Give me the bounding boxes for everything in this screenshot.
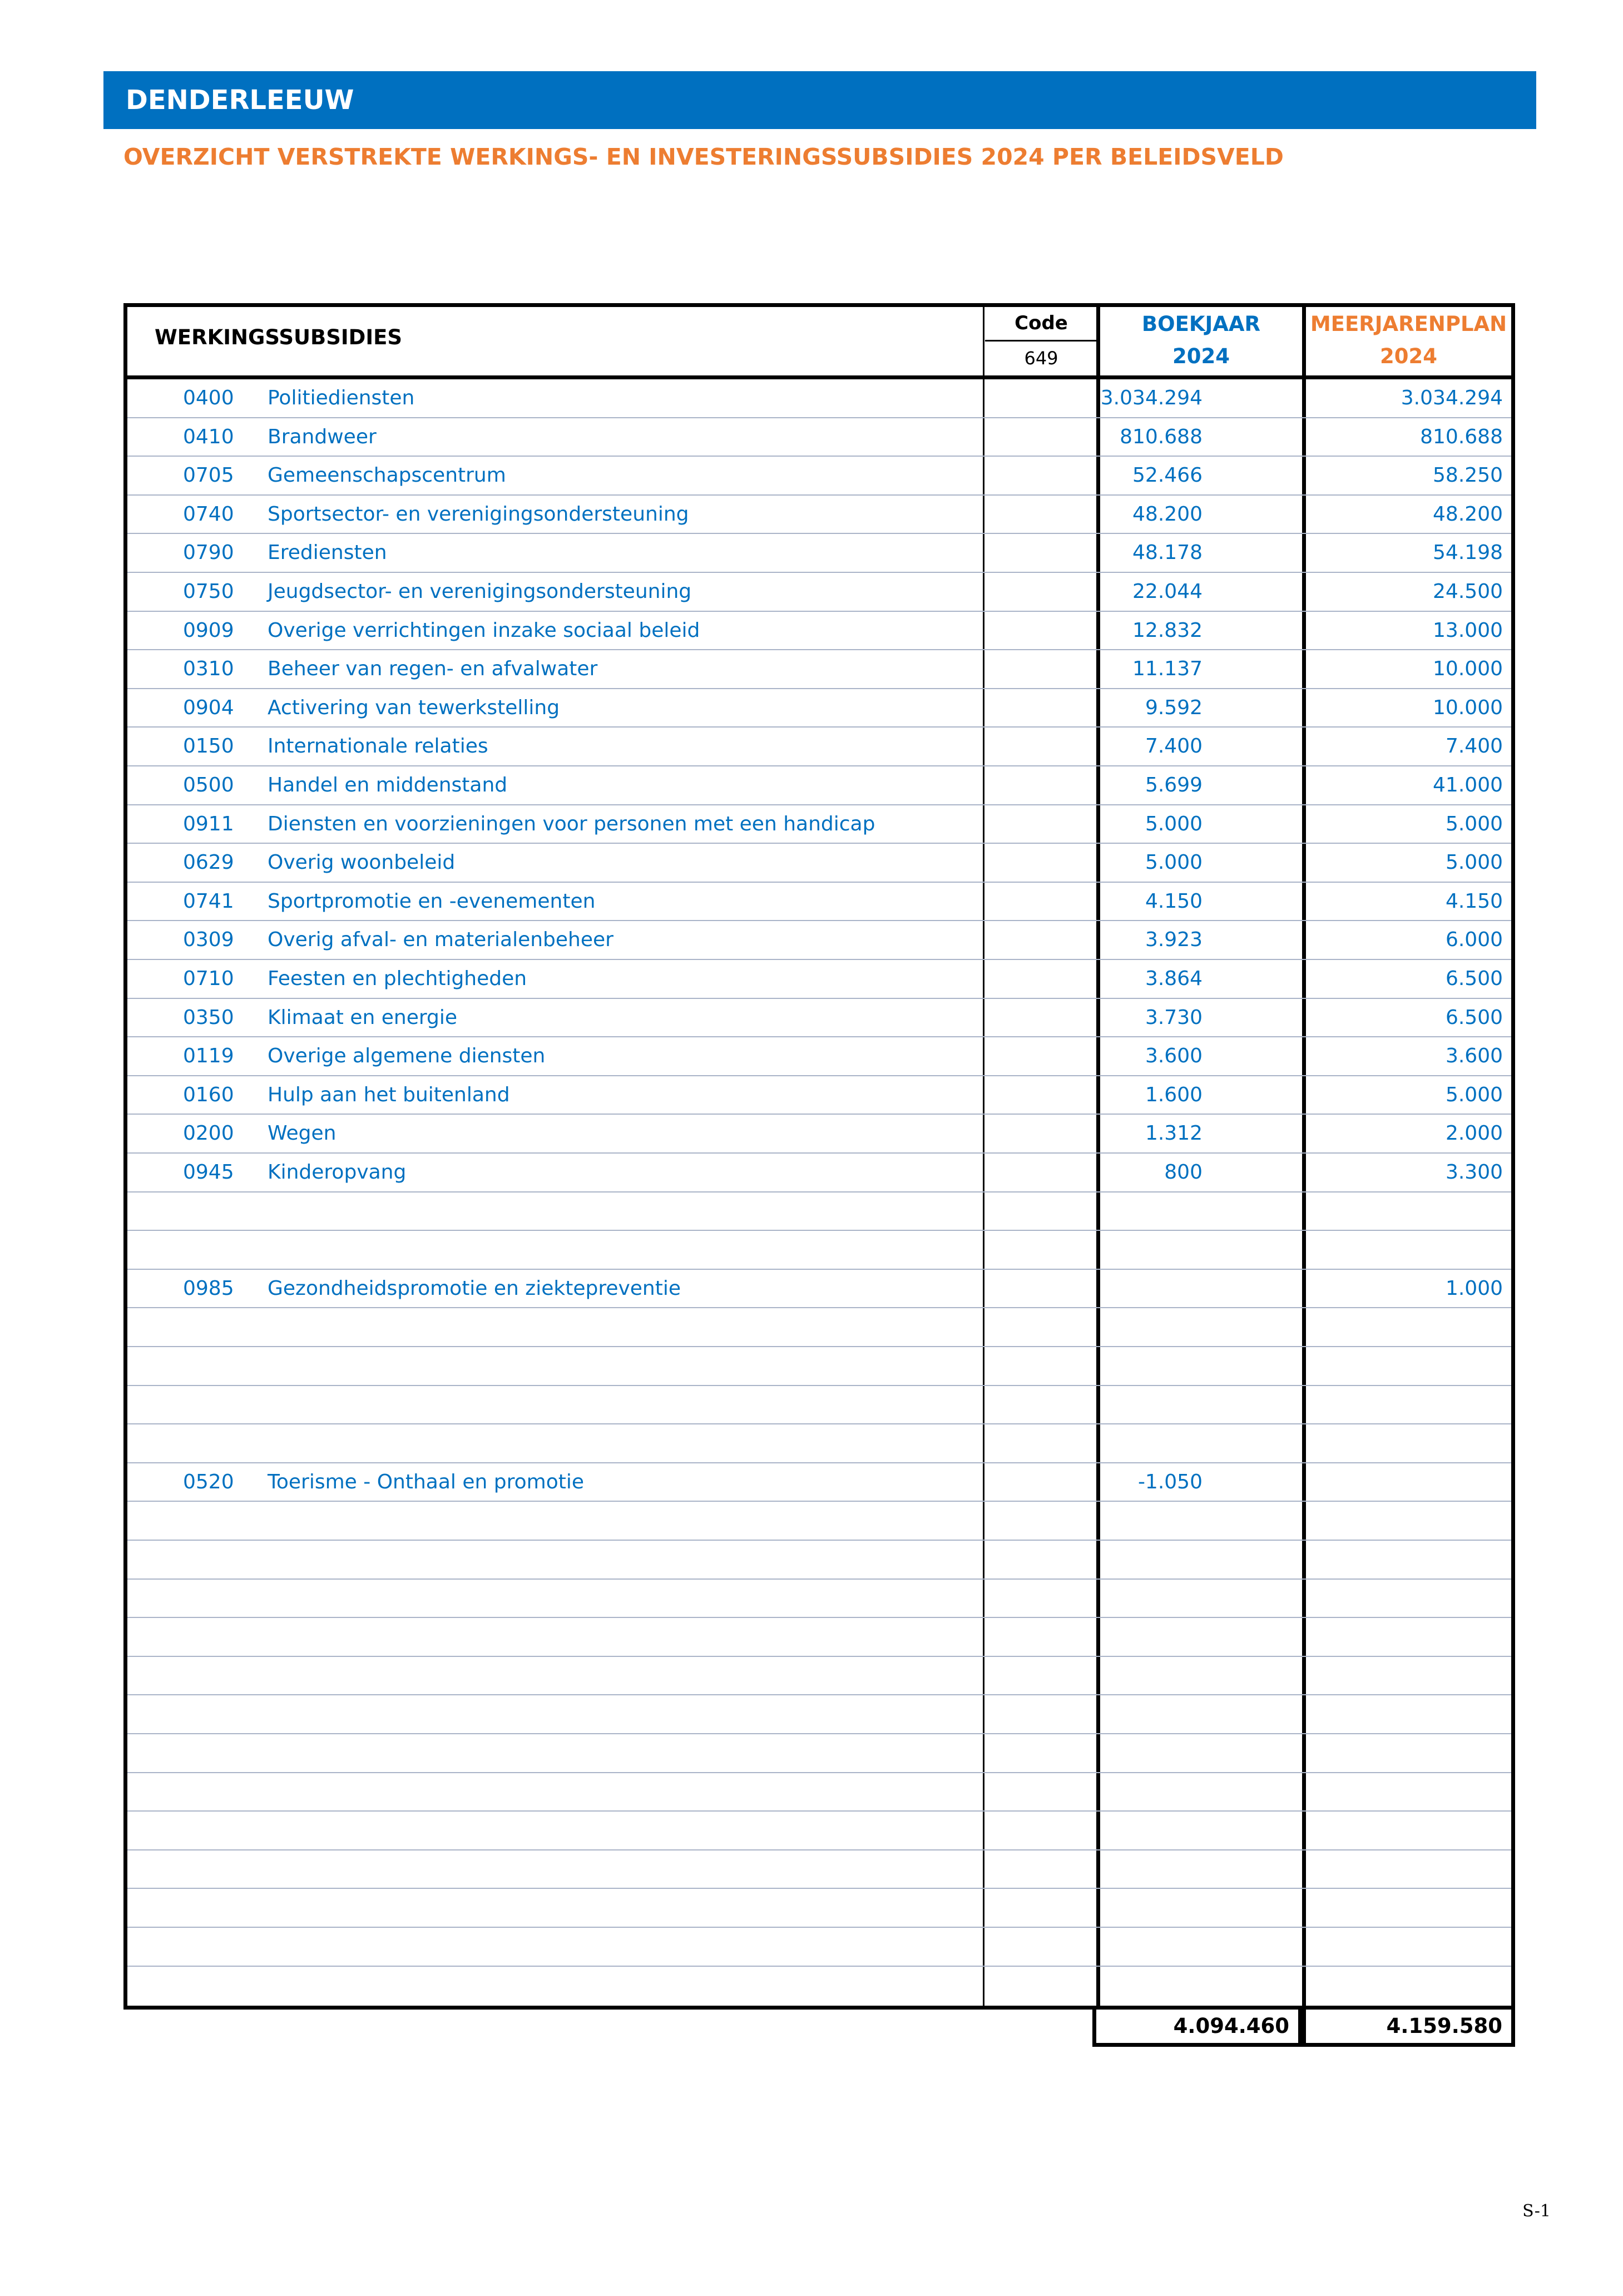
table-row xyxy=(127,1192,1511,1231)
table-row xyxy=(127,1773,1511,1812)
row-meerjarenplan: 24.500 xyxy=(1433,580,1503,603)
row-label: Activering van tewerkstelling xyxy=(268,696,560,719)
table-row xyxy=(127,689,1511,728)
row-code: 0705 xyxy=(183,464,234,487)
table-row xyxy=(127,921,1511,960)
section-label: WERKINGSSUBSIDIES xyxy=(155,325,403,349)
table-row xyxy=(127,1967,1511,2006)
row-label: Toerisme - Onthaal en promotie xyxy=(268,1470,585,1493)
row-label: Diensten en voorzieningen voor personen met een handicap xyxy=(268,812,875,835)
code-column-header: Code xyxy=(1015,312,1068,334)
row-meerjarenplan: 54.198 xyxy=(1433,541,1503,565)
table-row xyxy=(127,379,1511,418)
row-meerjarenplan: 48.200 xyxy=(1433,502,1503,526)
row-meerjarenplan: 41.000 xyxy=(1433,774,1503,796)
table-row xyxy=(127,1076,1511,1115)
row-code: 0740 xyxy=(183,502,234,526)
row-label: Gezondheidspromotie en ziektepreventie xyxy=(268,1276,681,1300)
table-row xyxy=(127,766,1511,805)
row-label: Sportsector- en verenigingsondersteuning xyxy=(268,502,689,526)
row-meerjarenplan: 3.600 xyxy=(1445,1045,1503,1068)
table-row xyxy=(127,1889,1511,1928)
table-row xyxy=(127,1386,1511,1425)
row-meerjarenplan: 10.000 xyxy=(1433,696,1503,719)
row-meerjarenplan: 5.000 xyxy=(1445,851,1503,874)
row-label: Gemeenschapscentrum xyxy=(268,464,506,487)
row-code: 0945 xyxy=(183,1161,234,1184)
code-header-divider xyxy=(985,340,1097,342)
row-label: Feesten en plechtigheden xyxy=(268,967,527,990)
row-code: 0710 xyxy=(183,967,234,990)
table-row xyxy=(127,573,1511,612)
row-boekjaar: 12.832 xyxy=(1132,618,1203,642)
table-row xyxy=(127,1154,1511,1192)
row-meerjarenplan: 6.000 xyxy=(1445,928,1503,952)
row-code: 0310 xyxy=(183,657,234,681)
row-label: Handel en middenstand xyxy=(268,774,508,796)
row-meerjarenplan: 13.000 xyxy=(1433,618,1503,642)
table-row xyxy=(127,1502,1511,1541)
row-code: 0909 xyxy=(183,618,234,642)
row-boekjaar: 3.730 xyxy=(1145,1006,1203,1029)
row-boekjaar: 5.000 xyxy=(1145,851,1203,874)
table-row xyxy=(127,457,1511,496)
table-row xyxy=(127,1618,1511,1657)
row-code: 0500 xyxy=(183,774,234,796)
row-label: Jeugdsector- en verenigingsondersteuning xyxy=(268,580,692,603)
meerjarenplan-header xyxy=(1306,308,1511,373)
table-row xyxy=(127,1115,1511,1154)
table-row xyxy=(127,1580,1511,1619)
row-meerjarenplan: 5.000 xyxy=(1445,812,1503,835)
row-label: Internationale relaties xyxy=(268,735,488,758)
table-row xyxy=(127,612,1511,651)
row-label: Overig woonbeleid xyxy=(268,851,456,874)
row-boekjaar: 1.600 xyxy=(1145,1083,1203,1106)
table-row xyxy=(127,496,1511,535)
code-value: 649 xyxy=(1024,348,1058,369)
row-meerjarenplan: 810.688 xyxy=(1420,425,1503,448)
table-row xyxy=(127,1657,1511,1696)
table-row xyxy=(127,1463,1511,1502)
row-label: Wegen xyxy=(268,1122,337,1145)
meerjarenplan-year: 2024 xyxy=(1380,344,1437,368)
row-label: Overig afval- en materialenbeheer xyxy=(268,928,613,952)
row-meerjarenplan: 7.400 xyxy=(1445,735,1503,758)
row-meerjarenplan: 58.250 xyxy=(1433,464,1503,487)
row-boekjaar: 7.400 xyxy=(1145,735,1203,758)
table-row xyxy=(127,650,1511,689)
row-label: Klimaat en energie xyxy=(268,1006,458,1029)
table-row xyxy=(127,534,1511,573)
table-row xyxy=(127,1270,1511,1309)
table-row xyxy=(127,418,1511,457)
row-boekjaar: 5.699 xyxy=(1145,774,1203,796)
table-row xyxy=(127,960,1511,999)
table-row xyxy=(127,1812,1511,1850)
row-boekjaar: 3.923 xyxy=(1145,928,1203,952)
row-meerjarenplan: 6.500 xyxy=(1445,1006,1503,1029)
row-code: 0750 xyxy=(183,580,234,603)
row-label: Politiediensten xyxy=(268,387,415,409)
header-separator xyxy=(123,375,1515,379)
table-row xyxy=(127,805,1511,844)
total-meerjarenplan: 4.159.580 xyxy=(1302,2010,1515,2047)
row-boekjaar: 800 xyxy=(1164,1161,1203,1184)
row-boekjaar: 22.044 xyxy=(1132,580,1203,603)
row-boekjaar: 48.200 xyxy=(1132,502,1203,526)
row-boekjaar: 3.034.294 xyxy=(1100,387,1203,409)
row-code: 0904 xyxy=(183,696,234,719)
row-meerjarenplan: 1.000 xyxy=(1445,1276,1503,1300)
boekjaar-year: 2024 xyxy=(1172,344,1230,368)
row-code: 0309 xyxy=(183,928,234,952)
row-boekjaar: 11.137 xyxy=(1132,657,1203,681)
table-row xyxy=(127,1695,1511,1734)
report-title: OVERZICHT VERSTREKTE WERKINGS- EN INVESTERINGSSUBSIDIES 2024 PER BELEIDSVELD xyxy=(123,144,1284,170)
row-label: Sportpromotie en -evenementen xyxy=(268,889,596,913)
total-boekjaar: 4.094.460 xyxy=(1092,2010,1302,2047)
row-meerjarenplan: 6.500 xyxy=(1445,967,1503,990)
row-code: 0350 xyxy=(183,1006,234,1029)
row-label: Overige verrichtingen inzake sociaal beleid xyxy=(268,618,700,642)
table-row xyxy=(127,1734,1511,1773)
table-row xyxy=(127,728,1511,766)
table-row xyxy=(127,1231,1511,1270)
meerjarenplan-label: MEERJARENPLAN xyxy=(1310,312,1507,336)
row-boekjaar: 4.150 xyxy=(1145,889,1203,913)
row-code: 0985 xyxy=(183,1276,234,1300)
row-meerjarenplan: 5.000 xyxy=(1445,1083,1503,1106)
row-label: Beheer van regen- en afvalwater xyxy=(268,657,598,681)
row-meerjarenplan: 4.150 xyxy=(1445,889,1503,913)
row-code: 0410 xyxy=(183,425,234,448)
row-label: Hulp aan het buitenland xyxy=(268,1083,510,1106)
table-row xyxy=(127,1347,1511,1386)
boekjaar-label: BOEKJAAR xyxy=(1141,312,1261,336)
row-boekjaar: -1.050 xyxy=(1137,1470,1203,1493)
row-code: 0400 xyxy=(183,387,234,409)
row-code: 0629 xyxy=(183,851,234,874)
row-code: 0119 xyxy=(183,1045,234,1068)
row-boekjaar: 3.864 xyxy=(1145,967,1203,990)
row-boekjaar: 5.000 xyxy=(1145,812,1203,835)
municipality-name: DENDERLEEUW xyxy=(126,85,354,116)
row-code: 0200 xyxy=(183,1122,234,1145)
boekjaar-header xyxy=(1100,308,1302,373)
table-row xyxy=(127,1541,1511,1580)
row-code: 0790 xyxy=(183,541,234,565)
row-code: 0150 xyxy=(183,735,234,758)
row-code: 0520 xyxy=(183,1470,234,1493)
table-row xyxy=(127,1037,1511,1076)
row-label: Overige algemene diensten xyxy=(268,1045,546,1068)
table-row xyxy=(127,883,1511,922)
row-code: 0911 xyxy=(183,812,234,835)
table-row xyxy=(127,999,1511,1038)
row-meerjarenplan: 3.300 xyxy=(1445,1161,1503,1184)
table-row xyxy=(127,1308,1511,1347)
row-code: 0160 xyxy=(183,1083,234,1106)
row-label: Erediensten xyxy=(268,541,387,565)
row-boekjaar: 810.688 xyxy=(1120,425,1203,448)
row-boekjaar: 9.592 xyxy=(1145,696,1203,719)
row-boekjaar: 3.600 xyxy=(1145,1045,1203,1068)
table-row xyxy=(127,844,1511,883)
page-number: S-1 xyxy=(1522,2201,1551,2221)
row-label: Kinderopvang xyxy=(268,1161,407,1184)
municipality-banner xyxy=(103,71,1536,129)
row-meerjarenplan: 10.000 xyxy=(1433,657,1503,681)
row-meerjarenplan: 3.034.294 xyxy=(1401,387,1503,409)
row-boekjaar: 1.312 xyxy=(1145,1122,1203,1145)
table-row xyxy=(127,1928,1511,1967)
row-code: 0741 xyxy=(183,889,234,913)
table-row xyxy=(127,1424,1511,1463)
row-label: Brandweer xyxy=(268,425,377,448)
table-row xyxy=(127,1850,1511,1889)
row-boekjaar: 48.178 xyxy=(1132,541,1203,565)
row-boekjaar: 52.466 xyxy=(1132,464,1203,487)
row-meerjarenplan: 2.000 xyxy=(1445,1122,1503,1145)
